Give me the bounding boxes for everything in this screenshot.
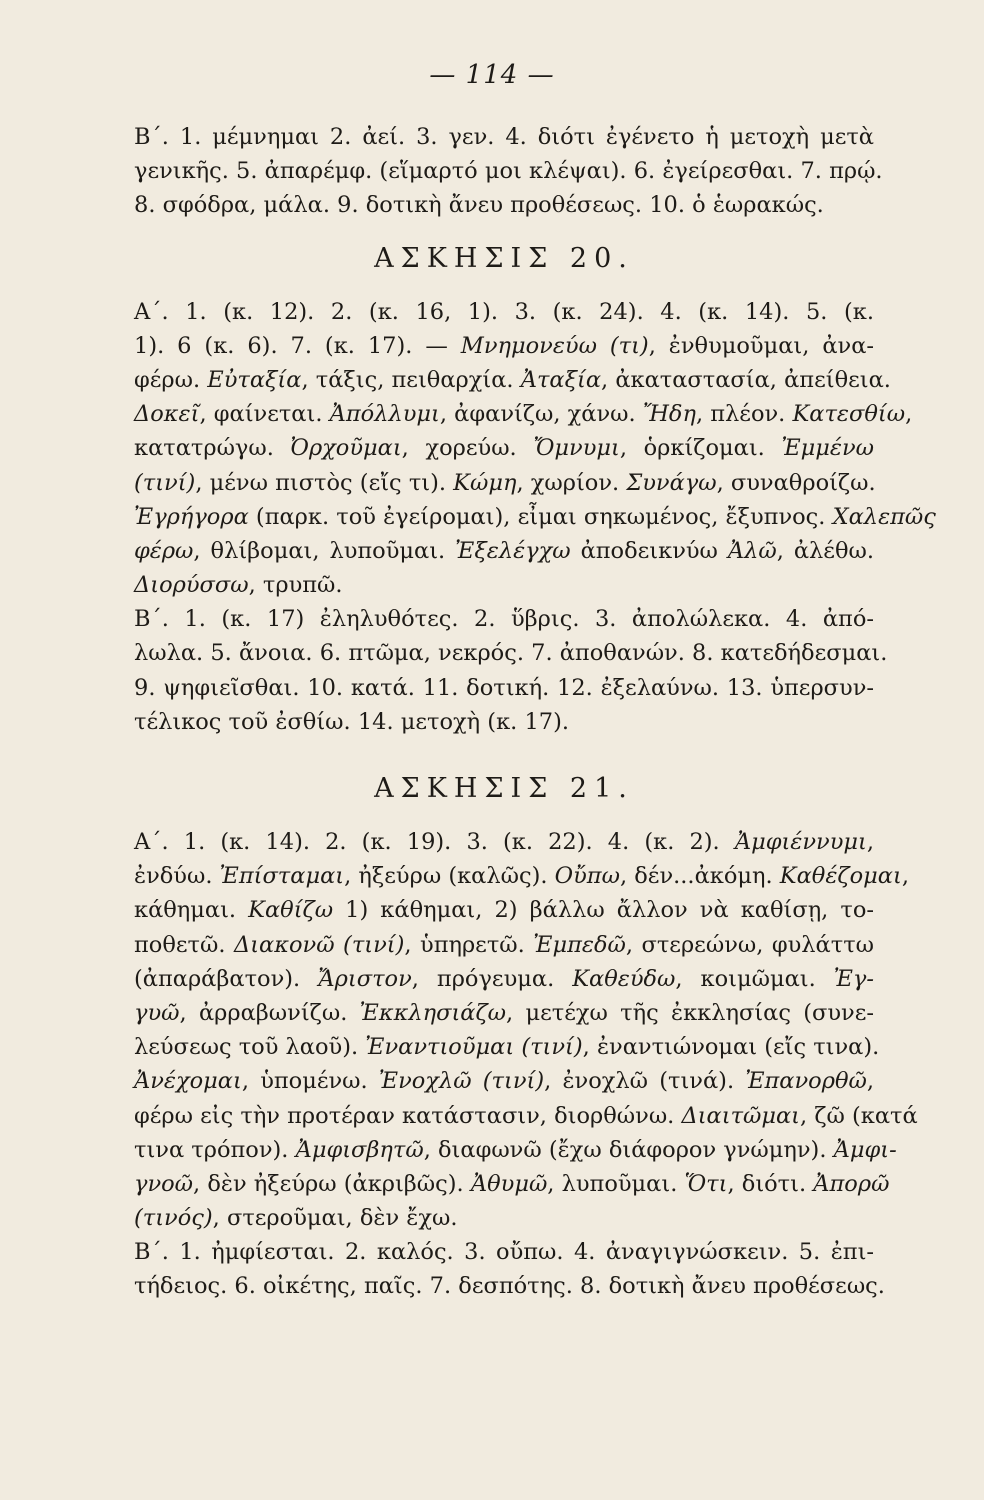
text-line: γενικῆς. 5. ἀπαρέμφ. (εἵμαρτό μοι κλέψαι). 6. ἐγείρεσθαι. 7. πρῴ. (134, 158, 883, 185)
text-line: ἐνδύω. Ἐπίσταμαι, ἠξεύρω (καλῶς). Οὔπω, δέν...ἀκόμη. Καθέζομαι, (134, 863, 909, 890)
text-line: Ἐγρήγορα (παρκ. τοῦ ἐγείρομαι), εἶμαι σηκωμένος, ἔξυπνος. Χαλεπῶς (134, 503, 936, 530)
exercise-heading: ΑΣΚΗΣΙΣ 20. (374, 242, 634, 274)
text-line: φέρω. Εὐταξία, τάξις, πειθαρχία. Ἀταξία, ἀκαταστασία, ἀπείθεια. (134, 366, 891, 393)
text-line: Β΄. 1. μέμνημαι 2. ἀεί. 3. γεν. 4. διότι ἐγένετο ἡ μετοχὴ μετὰ (134, 124, 874, 150)
text-line: Β΄. 1. (κ. 17) ἐληλυθότες. 2. ὕβρις. 3. ἀπολώλεκα. 4. ἀπό- (134, 606, 874, 633)
text-line: τινα τρόπον). Ἀμφισβητῶ, διαφωνῶ (ἔχω διάφορον γνώμην). Ἀμφι- (134, 1136, 897, 1163)
text-line: Διορύσσω, τρυπῶ. (134, 572, 343, 599)
exercise-heading: ΑΣΚΗΣΙΣ 21. (374, 773, 634, 804)
text-line: κάθημαι. Καθίζω 1) κάθημαι, 2) βάλλω ἄλλον νὰ καθίσῃ, το- (134, 897, 874, 924)
text-line: 8. σφόδρα, μάλα. 9. δοτικὴ ἄνευ προθέσεως. 10. ὁ ἑωρακώς. (134, 192, 824, 219)
text-line: τέλικος τοῦ ἐσθίω. 14. μετοχὴ (κ. 17). (134, 708, 570, 735)
text-line: φέρω εἰς τὴν προτέραν κατάστασιν, διορθώνω. Διαιτῶμαι, ζῶ (κατά (134, 1102, 918, 1129)
text-line: γυῶ, ἀρραβωνίζω. Ἐκκλησιάζω, μετέχω τῆς ἐκκλησίας (συνε- (134, 999, 874, 1026)
text-line: φέρω, θλίβομαι, λυποῦμαι. Ἐξελέγχω ἀποδεικνύω Ἀλῶ, ἀλέθω. (134, 537, 874, 564)
text-line: κατατρώγω. Ὀρχοῦμαι, χορεύω. Ὄμνυμι, ὁρκίζομαι. Ἐμμένω (134, 435, 874, 462)
text-line: Α΄. 1. (κ. 12). 2. (κ. 16, 1). 3. (κ. 24). 4. (κ. 14). 5. (κ. (134, 298, 874, 325)
text-line: γνοῶ, δὲν ἠξεύρω (ἀκριβῶς). Ἀθυμῶ, λυποῦμαι. Ὅτι, διότι. Ἀπορῶ (134, 1170, 890, 1197)
text-line: Δοκεῖ, φαίνεται. Ἀπόλλυμι, ἀφανίζω, χάνω. Ἤδη, πλέον. Κατεσθίω, (134, 401, 913, 428)
page-number: — 114 — (429, 60, 555, 90)
text-line: λωλα. 5. ἄνοια. 6. πτῶμα, νεκρός. 7. ἀποθανών. 8. κατεδήδεσμαι. (134, 640, 888, 667)
text-line: (τινός), στεροῦμαι, δὲν ἔχω. (134, 1205, 458, 1232)
text-line: 1). 6 (κ. 6). 7. (κ. 17). — Μνημονεύω (τι), ἐνθυμοῦμαι, ἀνα- (134, 332, 874, 359)
text-line: Ἀνέχομαι, ὑπομένω. Ἐνοχλῶ (τινί), ἐνοχλῶ (τινά). Ἐπανορθῶ, (134, 1068, 874, 1095)
text-line: λεύσεως τοῦ λαοῦ). Ἐναντιοῦμαι (τινί), ἐναντιώνομαι (εἴς τινα). (134, 1034, 880, 1061)
text-line: Β΄. 1. ἠμφίεσται. 2. καλός. 3. οὔπω. 4. ἀναγιγνώσκειν. 5. ἐπι- (134, 1239, 874, 1266)
text-line: (ἀπαράβατον). Ἄριστον, πρόγευμα. Καθεύδω, κοιμῶμαι. Ἐγ- (134, 965, 874, 992)
body-text (134, 120, 936, 1304)
text-line: (τινί), μένω πιστὸς (εἴς τι). Κώμη, χωρίον. Συνάγω, συναθροίζω. (134, 469, 876, 496)
text-line: τήδειος. 6. οἰκέτης, παῖς. 7. δεσπότης. 8. δοτικὴ ἄνευ προθέσεως. (134, 1273, 885, 1300)
text-line: ποθετῶ. Διακονῶ (τινί), ὑπηρετῶ. Ἐμπεδῶ, στερεώνω, φυλάττω (134, 931, 874, 958)
text-line: Α΄. 1. (κ. 14). 2. (κ. 19). 3. (κ. 22). 4. (κ. 2). Ἀμφιέννυμι, (134, 829, 874, 855)
text-line: 9. ψηφιεῖσθαι. 10. κατά. 11. δοτική. 12. ἐξελαύνω. 13. ὑπερσυν- (134, 674, 874, 701)
